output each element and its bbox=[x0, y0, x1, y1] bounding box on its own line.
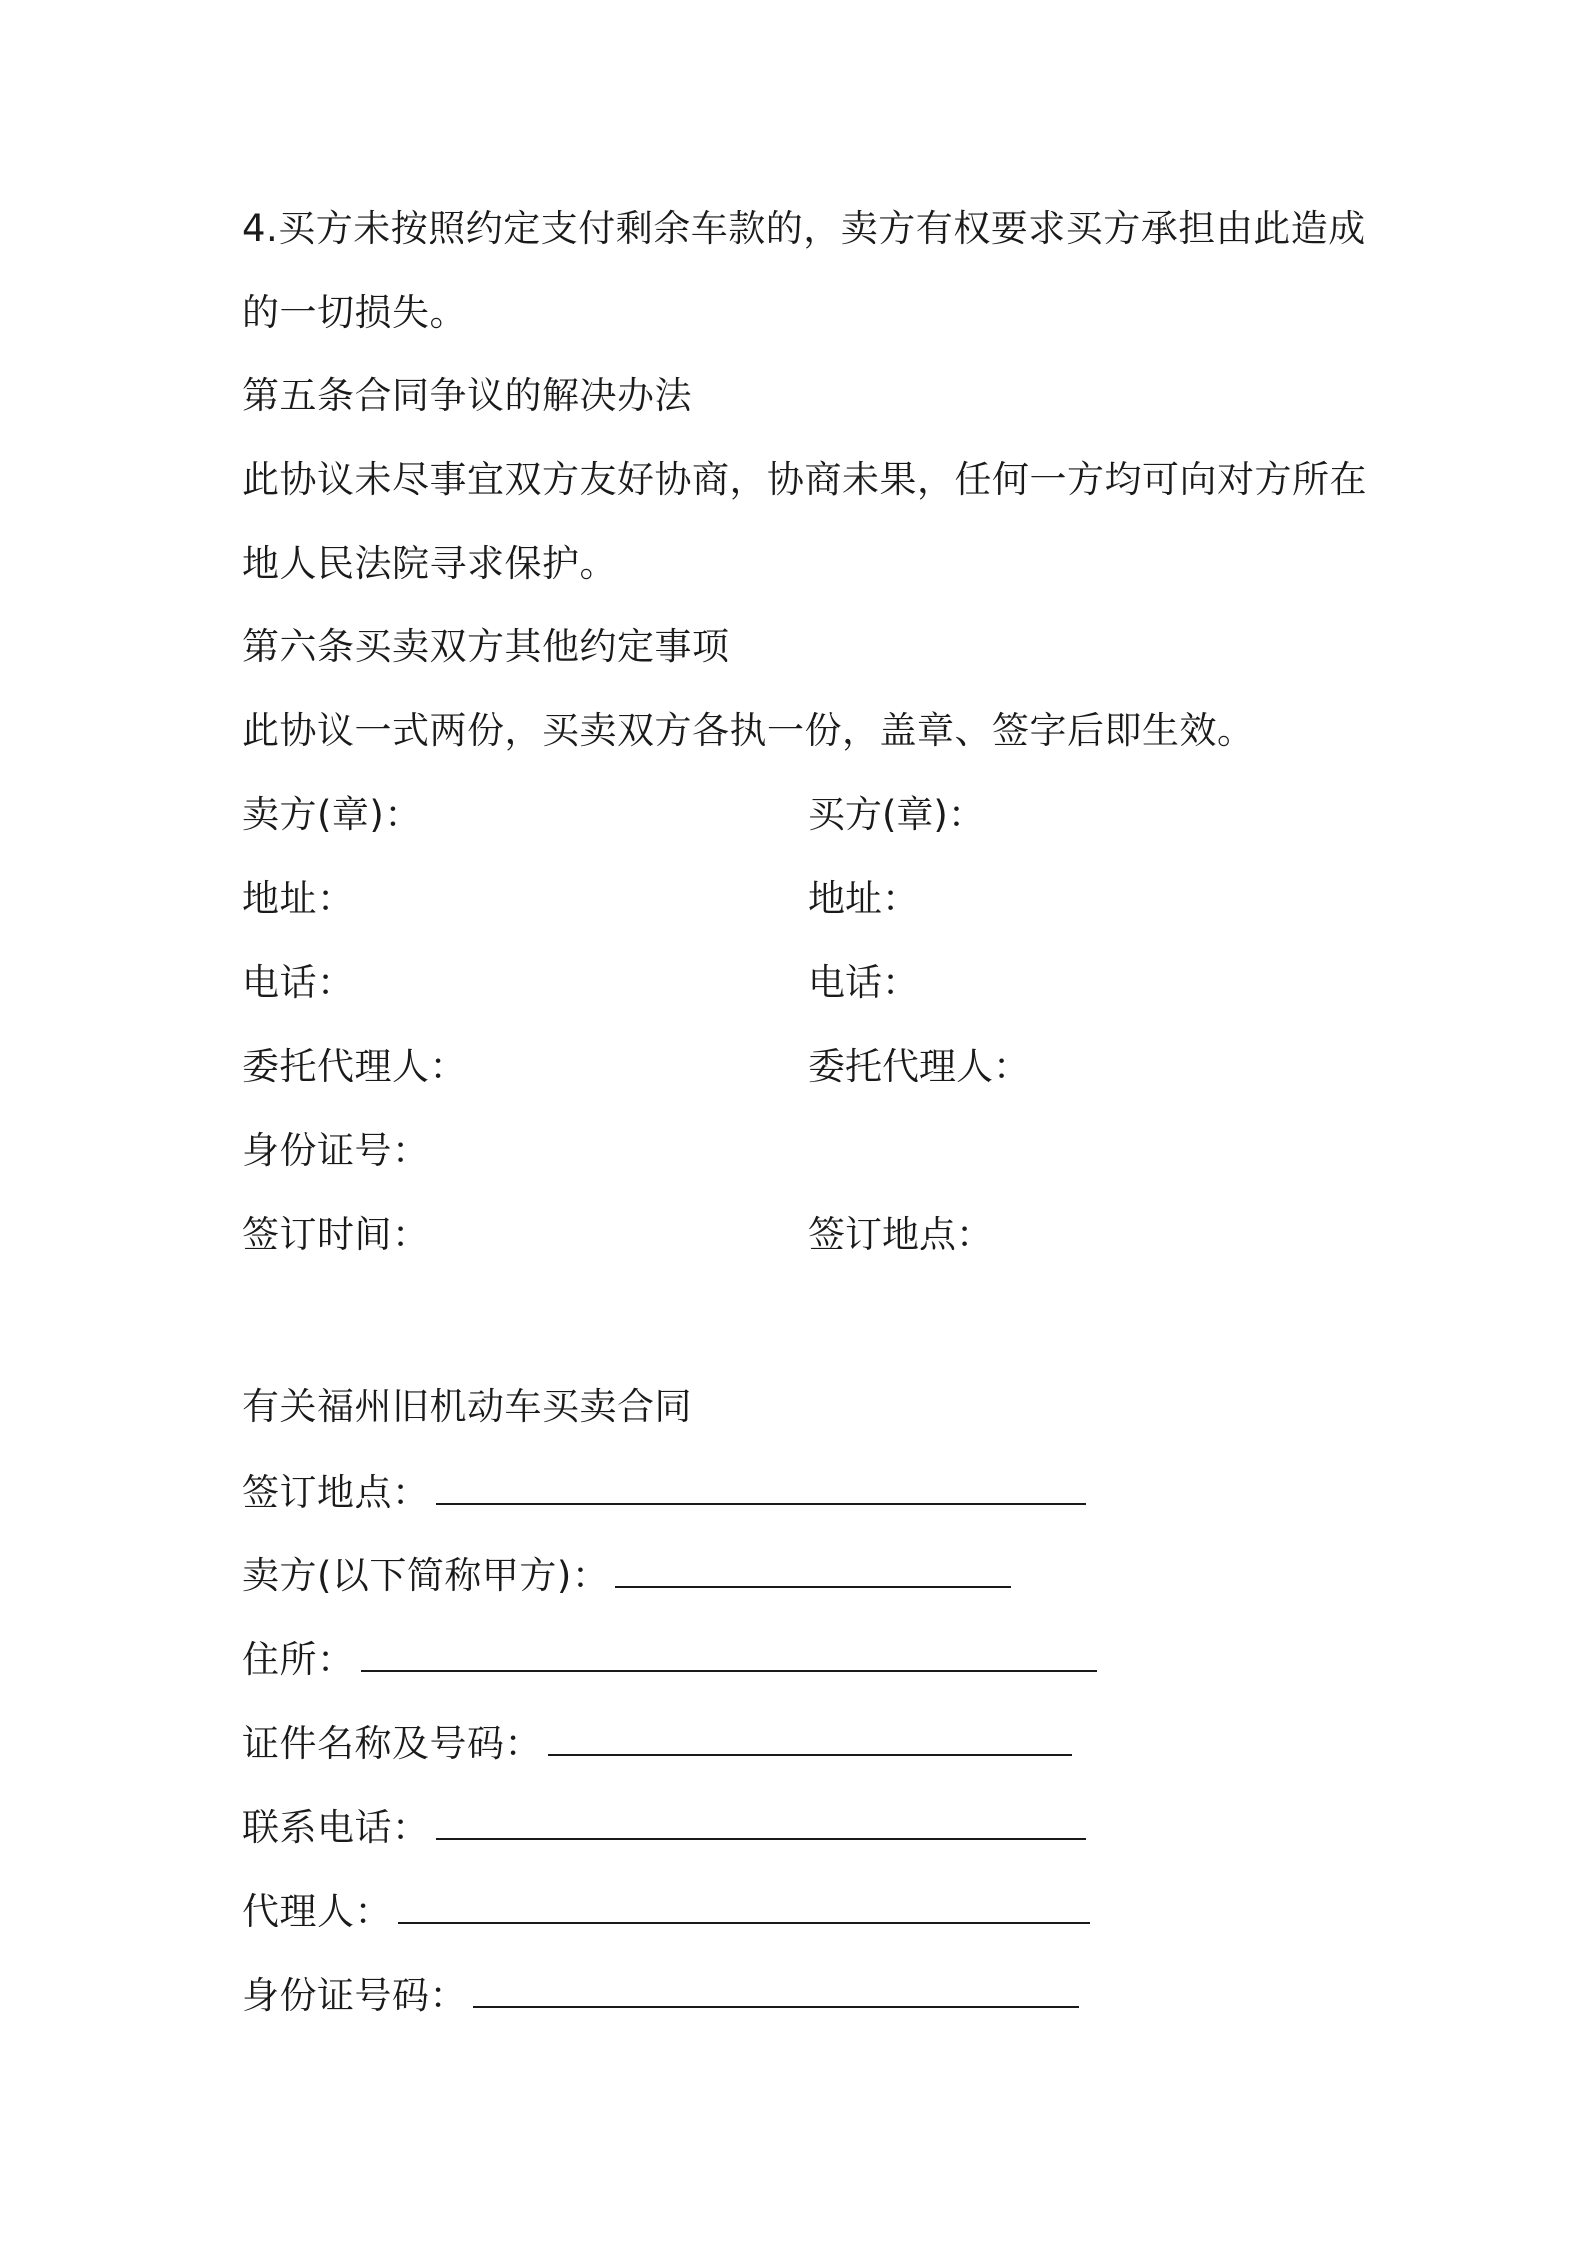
sign-place-label: 签订地点： bbox=[808, 1213, 993, 1256]
article5-line1: 此协议未尽事宜双方友好协商，协商未果，任何一方均可向对方所在 bbox=[242, 458, 1367, 501]
field-agent-blank[interactable] bbox=[398, 1886, 1090, 1924]
id-number-label: 身份证号： bbox=[242, 1129, 430, 1172]
field-residence-blank[interactable] bbox=[361, 1634, 1097, 1672]
article6-line1: 此协议一式两份，买卖双方各执一份，盖章、签字后即生效。 bbox=[242, 709, 1255, 752]
article5-line2: 地人民法院寻求保护。 bbox=[242, 542, 617, 585]
field-id-name-number bbox=[242, 1718, 1072, 1768]
field-sign-place bbox=[242, 1467, 1086, 1517]
article5-title: 第五条合同争议的解决办法 bbox=[242, 374, 692, 417]
seller-seal-label: 卖方(章)： bbox=[242, 793, 422, 836]
field-id-card-number bbox=[242, 1970, 1079, 2020]
field-seller-label: 卖方(以下简称甲方)： bbox=[242, 1554, 610, 1597]
field-contact-phone-blank[interactable] bbox=[436, 1802, 1086, 1840]
field-id-name-number-label: 证件名称及号码： bbox=[242, 1722, 542, 1765]
field-contact-phone bbox=[242, 1802, 1086, 1852]
field-residence-label: 住所： bbox=[242, 1638, 355, 1681]
buyer-phone-label: 电话： bbox=[808, 961, 919, 1004]
field-id-card-number-blank[interactable] bbox=[473, 1970, 1079, 2008]
field-agent-label: 代理人： bbox=[242, 1890, 392, 1933]
field-contact-phone-label: 联系电话： bbox=[242, 1806, 430, 1849]
field-id-name-number-blank[interactable] bbox=[548, 1718, 1072, 1756]
clause4-line2: 的一切损失。 bbox=[242, 291, 467, 334]
article6-title: 第六条买卖双方其他约定事项 bbox=[242, 625, 730, 668]
buyer-address-label: 地址： bbox=[808, 877, 919, 920]
field-sign-place-label: 签订地点： bbox=[242, 1471, 430, 1514]
field-residence bbox=[242, 1634, 1097, 1684]
sign-time-label: 签订时间： bbox=[242, 1213, 430, 1256]
field-agent bbox=[242, 1886, 1090, 1936]
contract2-title: 有关福州旧机动车买卖合同 bbox=[242, 1385, 692, 1428]
field-id-card-number-label: 身份证号码： bbox=[242, 1974, 467, 2017]
seller-agent-label: 委托代理人： bbox=[242, 1045, 467, 1088]
field-seller bbox=[242, 1550, 1011, 1600]
seller-phone-label: 电话： bbox=[242, 961, 355, 1004]
field-sign-place-blank[interactable] bbox=[436, 1467, 1086, 1505]
buyer-seal-label: 买方(章)： bbox=[808, 793, 985, 836]
buyer-agent-label: 委托代理人： bbox=[808, 1045, 1030, 1088]
seller-address-label: 地址： bbox=[242, 877, 355, 920]
field-seller-blank[interactable] bbox=[615, 1550, 1011, 1588]
clause4-line1: 4.买方未按照约定支付剩余车款的，卖方有权要求买方承担由此造成 bbox=[242, 207, 1366, 250]
